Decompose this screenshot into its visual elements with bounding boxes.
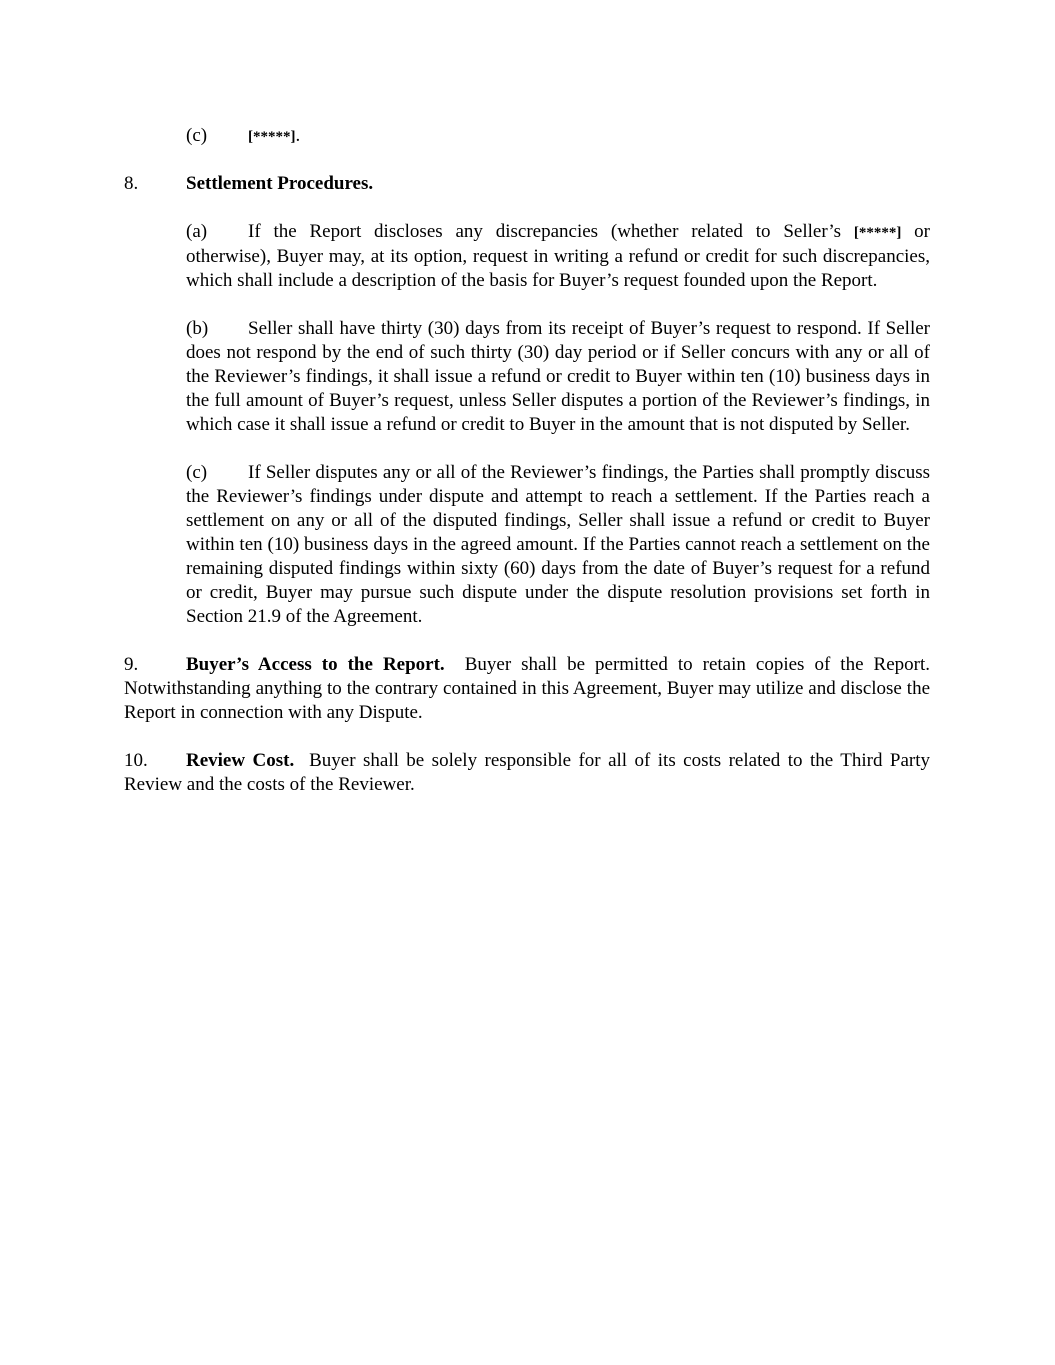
section-9-text: Buyer shall be permitted to retain copies of the Report. Notwithstanding anything to the contrary contained in this Agreement, Buyer may utilize and disclose the Report in connection with any Dispute. — [124, 654, 940, 723]
section-9 — [124, 653, 940, 725]
section-8-number: 8. — [124, 173, 139, 194]
section-8-heading — [124, 172, 930, 196]
section-10-text: Buyer shall be solely responsible for all of its costs related to the Third Party Review and the costs of the Reviewer. — [124, 750, 935, 795]
section-10 — [124, 749, 935, 797]
redaction-mark: [*****] — [248, 129, 296, 145]
item-c-top-label: (c) — [186, 125, 208, 146]
section-9-title: Buyer’s Access to the Report. — [186, 654, 445, 675]
section-8a-label: (a) — [186, 221, 208, 242]
section-10-number: 10. — [124, 750, 148, 771]
section-8a-text-before: If the Report discloses any discrepancies (whether related to Seller’s — [248, 221, 854, 242]
redaction-mark: [*****] — [853, 225, 902, 241]
section-8c-text: If Seller disputes any or all of the Reviewer’s findings, the Parties shall promptly discuss the Reviewer’s findings under dispute and attempt to reach a settlement. If the Parties reach a settlement on any or all of the disputed findings, Seller shall issue a refund or credit to Buyer within ten (10) business days in the agreed amount. If the Parties cannot reach a settlement on the remaining disputed findings within sixty (60) days from the date of Buyer’s request for a refund or credit, Buyer may pursue such dispute under the dispute resolution provisions set forth in Section 21.9 of the Agreement. — [186, 462, 930, 627]
section-8c-label: (c) — [186, 462, 208, 483]
section-8b-text: Seller shall have thirty (30) days from its receipt of Buyer’s request to respond. If Seller does not respond by the end of such thirty (30) day period or if Seller concurs with any or all of the Reviewer’s findings, it shall issue a refund or credit to Buyer within ten (10) business days in the full amount of Buyer’s request, unless Seller disputes a portion of the Reviewer’s findings, in which case it shall issue a refund or credit to Buyer in the amount that is not disputed by Seller. — [186, 318, 930, 435]
item-c-top-end: . — [295, 125, 301, 146]
section-8c — [186, 461, 930, 629]
item-c-top — [186, 124, 930, 148]
section-9-number: 9. — [124, 654, 139, 675]
section-10-title: Review Cost. — [186, 750, 295, 771]
section-8a — [186, 220, 930, 293]
section-8b-label: (b) — [186, 318, 209, 339]
document-page — [124, 124, 940, 797]
section-8a-text-after: or otherwise), Buyer may, at its option, request in writing a refund or credit for such discrepancies, which shall include a description of the basis for Buyer’s request founded upon the Report. — [186, 221, 931, 291]
section-8b — [186, 317, 930, 437]
section-8-title: Settlement Procedures. — [186, 173, 374, 194]
